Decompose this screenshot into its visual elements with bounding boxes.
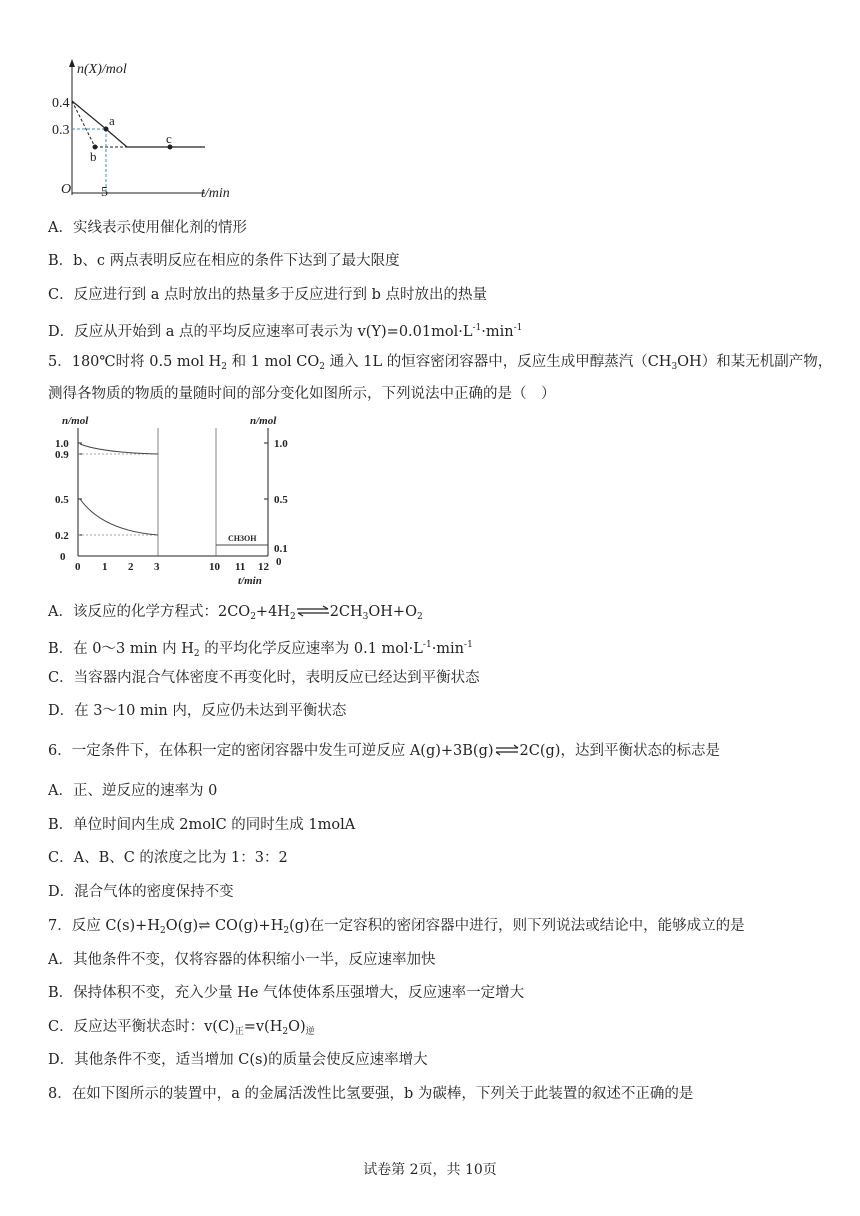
q6-option-b: B．单位时间内生成 2molC 的同时生成 1molA xyxy=(48,817,356,833)
q6-option-c: C．A、B、C 的浓度之比为 1：3：2 xyxy=(48,850,288,866)
q5-option-d: D．在 3～10 min 内，反应仍未达到平衡状态 xyxy=(48,703,347,719)
q5-stem-line1: 5．180℃时将 0.5 mol $H_2$ 和 1 mol $CO_2$ 通入 1L 的恒容密闭容器中，反应生成甲醇蒸汽$(CH_3OH)$和某无机副产物， xyxy=(48,354,833,372)
q7-stem: 7．反应 $C(s)+H_2O(g)\rightleftharpoons$ $CO(g)+H_2(g)$在一定容积的密闭容器中进行，则下列说法或结论中，能够成立的是 xyxy=(48,918,745,936)
q4-option-d: D．反应从开始到 a 点的平均反应速率可表示为 $v(Y)=0.01mol\cdot L^{-1}\cdot\min^{-1}$ xyxy=(48,323,523,340)
x-tick-10: 10 xyxy=(209,561,220,573)
dashed-curve xyxy=(72,101,95,147)
x-label: t/min xyxy=(238,575,262,587)
curve-h2 xyxy=(80,499,158,535)
q7-option-a: A．其他条件不变，仅将容器的体积缩小一半，反应速率加快 xyxy=(48,952,436,968)
y-axis-label: n(X)/mol xyxy=(77,62,127,77)
page-footer: 试卷第 2页，共 10页 xyxy=(363,1162,497,1178)
right-tick-0.1: 0.1 xyxy=(274,543,288,555)
q4-option-c: C．反应进行到 a 点时放出的热量多于反应进行到 b 点时放出的热量 xyxy=(48,287,487,303)
x-tick-12: 12 xyxy=(258,561,269,573)
q6-option-a: A．正、逆反应的速率为 0 xyxy=(48,783,218,799)
x-tick-11: 11 xyxy=(235,561,246,573)
ch3oh-label: CH3OH xyxy=(228,534,257,543)
equilibrium-arrow-icon xyxy=(296,602,330,622)
left-tick-0.9: 0.9 xyxy=(55,449,69,461)
point-a-label: a xyxy=(109,113,115,128)
point-c-label: c xyxy=(166,131,172,146)
q8-stem: 8．在如下图所示的装置中，a 的金属活泼性比氢要强，b 为碳棒，下列关于此装置的叙述不正确的是 xyxy=(48,1086,694,1102)
x-tick-0: 0 xyxy=(75,561,81,573)
y-tick-0.4: 0.4 xyxy=(52,96,70,111)
q4-option-a: A．实线表示使用催化剂的情形 xyxy=(48,220,247,236)
q7-option-d: D．其他条件不变，适当增加 C(s)的质量会使反应速率增大 xyxy=(48,1052,428,1068)
q7-option-b: B．保持体积不变，充入少量 He 气体使体系压强增大，反应速率一定增大 xyxy=(48,985,525,1001)
x-tick-2: 2 xyxy=(128,561,134,573)
x-axis-label: t/min xyxy=(201,186,230,201)
left-tick-0.2: 0.2 xyxy=(55,530,69,542)
q5-option-b: B．在 0～3 min 内 $H_2$ 的平均化学反应速率为 0.1 $mol\cdot L^{-1}\cdot\min^{-1}$ xyxy=(48,640,473,659)
q6-stem: 6．一定条件下，在体积一定的密闭容器中发生可逆反应 A(g)+3B(g) 2C(g)，达到平衡状态的标志是 xyxy=(48,743,720,759)
left-tick-1.0: 1.0 xyxy=(55,438,69,450)
q6-option-d: D．混合气体的密度保持不变 xyxy=(48,884,234,900)
point-b-label: b xyxy=(90,149,97,164)
y-label-right: n/mol xyxy=(250,415,277,427)
right-tick-0.5: 0.5 xyxy=(274,494,288,506)
curve-co2 xyxy=(80,444,158,454)
x-tick-1: 1 xyxy=(102,561,108,573)
figure-1-graph xyxy=(52,55,245,205)
x-tick-5: 5 xyxy=(101,185,108,200)
figure-2-graph xyxy=(50,410,310,590)
y-label-left: n/mol xyxy=(62,415,89,427)
left-tick-0: 0 xyxy=(60,551,66,563)
q5-option-a: A．该反应的化学方程式：$2CO_2+4H_2$ $2CH_3OH+O_2$ xyxy=(48,604,423,622)
q7-option-c: C．反应达平衡状态时：$v(C)_正=v(H_2O)_逆$ xyxy=(48,1019,315,1037)
origin-label: O xyxy=(61,182,72,197)
right-tick-1.0: 1.0 xyxy=(274,438,288,450)
left-tick-0.5: 0.5 xyxy=(55,494,69,506)
q4-option-b: B．b、c 两点表明反应在相应的条件下达到了最大限度 xyxy=(48,253,400,269)
point-a xyxy=(104,127,109,132)
y-tick-0.3: 0.3 xyxy=(52,123,70,138)
q5-stem-line2: 测得各物质的物质的量随时间的部分变化如图所示，下列说法中正确的是（ ） xyxy=(48,386,556,402)
x-tick-3: 3 xyxy=(154,561,160,573)
solid-curve xyxy=(72,101,205,147)
right-tick-0: 0 xyxy=(276,556,282,568)
q5-option-c: C．当容器内混合气体密度不再变化时，表明反应已经达到平衡状态 xyxy=(48,670,480,686)
equilibrium-arrow-icon xyxy=(494,741,520,761)
